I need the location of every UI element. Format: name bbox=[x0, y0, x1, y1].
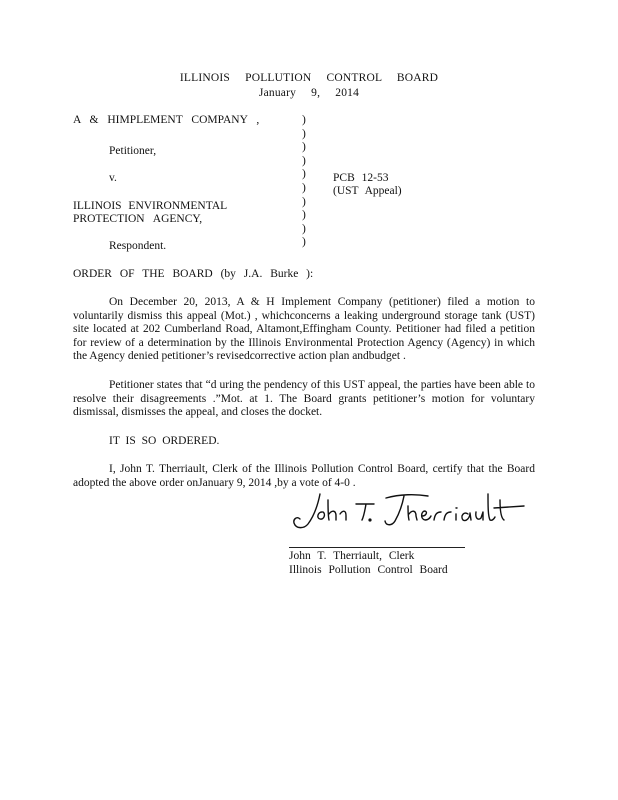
paren: ) bbox=[302, 168, 306, 181]
so-ordered: IT IS SO ORDERED. bbox=[109, 435, 220, 447]
petitioner-label: Petitioner, bbox=[109, 145, 157, 157]
case-number: PCB 12-53 bbox=[333, 172, 389, 184]
respondent-name-line2: PROTECTION AGENCY, bbox=[73, 213, 203, 225]
paragraph-motion bbox=[73, 296, 535, 364]
signature-line bbox=[289, 547, 465, 548]
order-heading: ORDER OF THE BOARD (by J.A. Burke ): bbox=[73, 268, 314, 280]
paragraph-grant bbox=[73, 379, 535, 420]
paragraph-certification-text: I, John T. Therriault, Clerk of the Illinois Pollution Control Board, certify that the Board adopted the above order onJanuary 9, 2014 ,by a vote of 4-0 . bbox=[73, 463, 535, 489]
paren: ) bbox=[302, 209, 306, 222]
clerk-name: John T. Therriault, Clerk bbox=[289, 550, 415, 562]
document-date: January 9, 2014 bbox=[258, 87, 360, 99]
respondent-name-line1: ILLINOIS ENVIRONMENTAL bbox=[73, 200, 228, 212]
paren: ) bbox=[302, 127, 306, 140]
paragraph-grant-text: Petitioner states that “d uring the pendency of this UST appeal, the parties have been able to resolve their disagreements .”Mot. at 1. The Board grants petitioner’s motion for voluntary dismissal, dismisses the appeal, and closes the docket. bbox=[73, 379, 535, 419]
clerk-organization: Illinois Pollution Control Board bbox=[289, 564, 448, 576]
paren: ) bbox=[302, 222, 306, 235]
paren: ) bbox=[302, 236, 306, 249]
paragraph-motion-text: On December 20, 2013, A & H Implement Company (petitioner) filed a motion to voluntarily dismiss this appeal (Mot.) , whichconcerns a leaking underground storage tank (UST) site located at 202 Cumberland Road, Altamont,Effingham County. Petitioner had filed a petition for review of a determination by the Illinois Environmental Protection Agency (Agency) in which the Agency denied petitioner’s revisedcorrective action plan andbudget . bbox=[73, 296, 535, 363]
paren: ) bbox=[302, 154, 306, 167]
paren: ) bbox=[302, 141, 306, 154]
handwritten-signature bbox=[288, 486, 528, 534]
case-type: (UST Appeal) bbox=[333, 185, 402, 197]
paren: ) bbox=[302, 195, 306, 208]
petitioner-name: A & HIMPLEMENT COMPANY , bbox=[73, 114, 260, 126]
document-title: ILLINOIS POLLUTION CONTROL BOARD bbox=[179, 72, 439, 84]
caption-parentheses bbox=[302, 114, 306, 250]
paren: ) bbox=[302, 114, 306, 126]
respondent-label: Respondent. bbox=[109, 240, 167, 252]
versus-label: v. bbox=[109, 172, 117, 184]
paren: ) bbox=[302, 181, 306, 194]
